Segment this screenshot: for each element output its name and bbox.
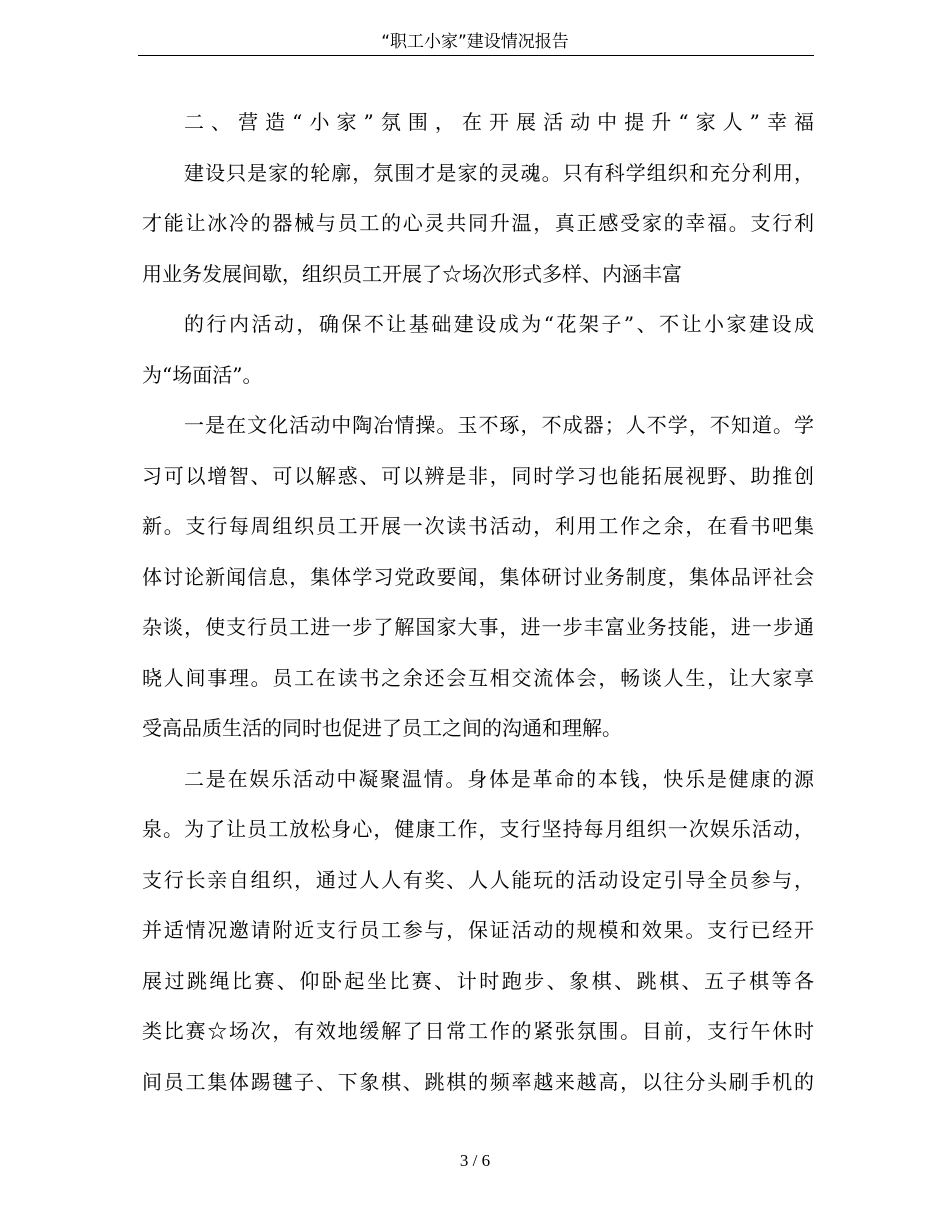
paragraph-line: 类比赛☆场次，有效地缓解了日常工作的紧张氛围。目前，支行午休时 — [142, 1019, 814, 1043]
paragraph-line: 一是在文化活动中陶冶情操。玉不琢，不成器；人不学，不知道。学 — [184, 413, 814, 437]
paragraph-line: 受高品质生活的同时也促进了员工之间的沟通和理解。 — [142, 716, 622, 740]
header-divider — [138, 55, 814, 56]
paragraph-line: 建设只是家的轮廓，氛围才是家的灵魂。只有科学组织和充分利用， — [184, 160, 814, 185]
paragraph-line: 并适情况邀请附近支行员工参与，保证活动的规模和效果。支行已经开 — [142, 918, 814, 942]
paragraph-line: 支行长亲自组织，通过人人有奖、人人能玩的活动设定引导全员参与， — [142, 867, 814, 892]
page-header-title: “职工小家”建设情况报告 — [381, 32, 569, 52]
paragraph-line: 展过跳绳比赛、仰卧起坐比赛、计时跑步、象棋、跳棋、五子棋等各 — [142, 968, 814, 993]
paragraph-line: 才能让冰冷的器械与员工的心灵共同升温，真正感受家的幸福。支行利 — [142, 211, 814, 235]
paragraph-line: 间员工集体踢毽子、下象棋、跳棋的频率越来越高，以往分头刷手机的 — [142, 1069, 814, 1094]
paragraph-line: 习可以增智、可以解惑、可以辨是非，同时学习也能拓展视野、助推创 — [142, 463, 814, 488]
section-heading: 二、营造“小家”氛围，在开展活动中提升“家人”幸福 — [184, 110, 814, 134]
document-body — [142, 97, 814, 1107]
paragraph-line: 二是在娱乐活动中凝聚温情。身体是革命的本钱，快乐是健康的源 — [184, 766, 814, 791]
paragraph-line: 晓人间事理。员工在读书之余还会互相交流体会，畅谈人生，让大家享 — [142, 665, 814, 690]
paragraph-line: 体讨论新闻信息，集体学习党政要闻，集体研讨业务制度，集体品评社会 — [142, 564, 814, 589]
page-number: 3 / 6 — [459, 1151, 491, 1170]
paragraph-line: 新。支行每周组织员工开展一次读书活动，利用工作之余，在看书吧集 — [142, 514, 814, 538]
paragraph-line: 泉。为了让员工放松身心，健康工作，支行坚持每月组织一次娱乐活动， — [142, 817, 814, 841]
paragraph-line: 用业务发展间歇，组织员工开展了☆场次形式多样、内涵丰富 — [142, 261, 682, 286]
paragraph-line: 的行内活动，确保不让基础建设成为“花架子”、不让小家建设成 — [184, 312, 814, 336]
paragraph-line: 杂谈，使支行员工进一步了解国家大事，进一步丰富业务技能，进一步通 — [142, 615, 814, 639]
paragraph-line: 为“场面活”。 — [142, 362, 263, 387]
